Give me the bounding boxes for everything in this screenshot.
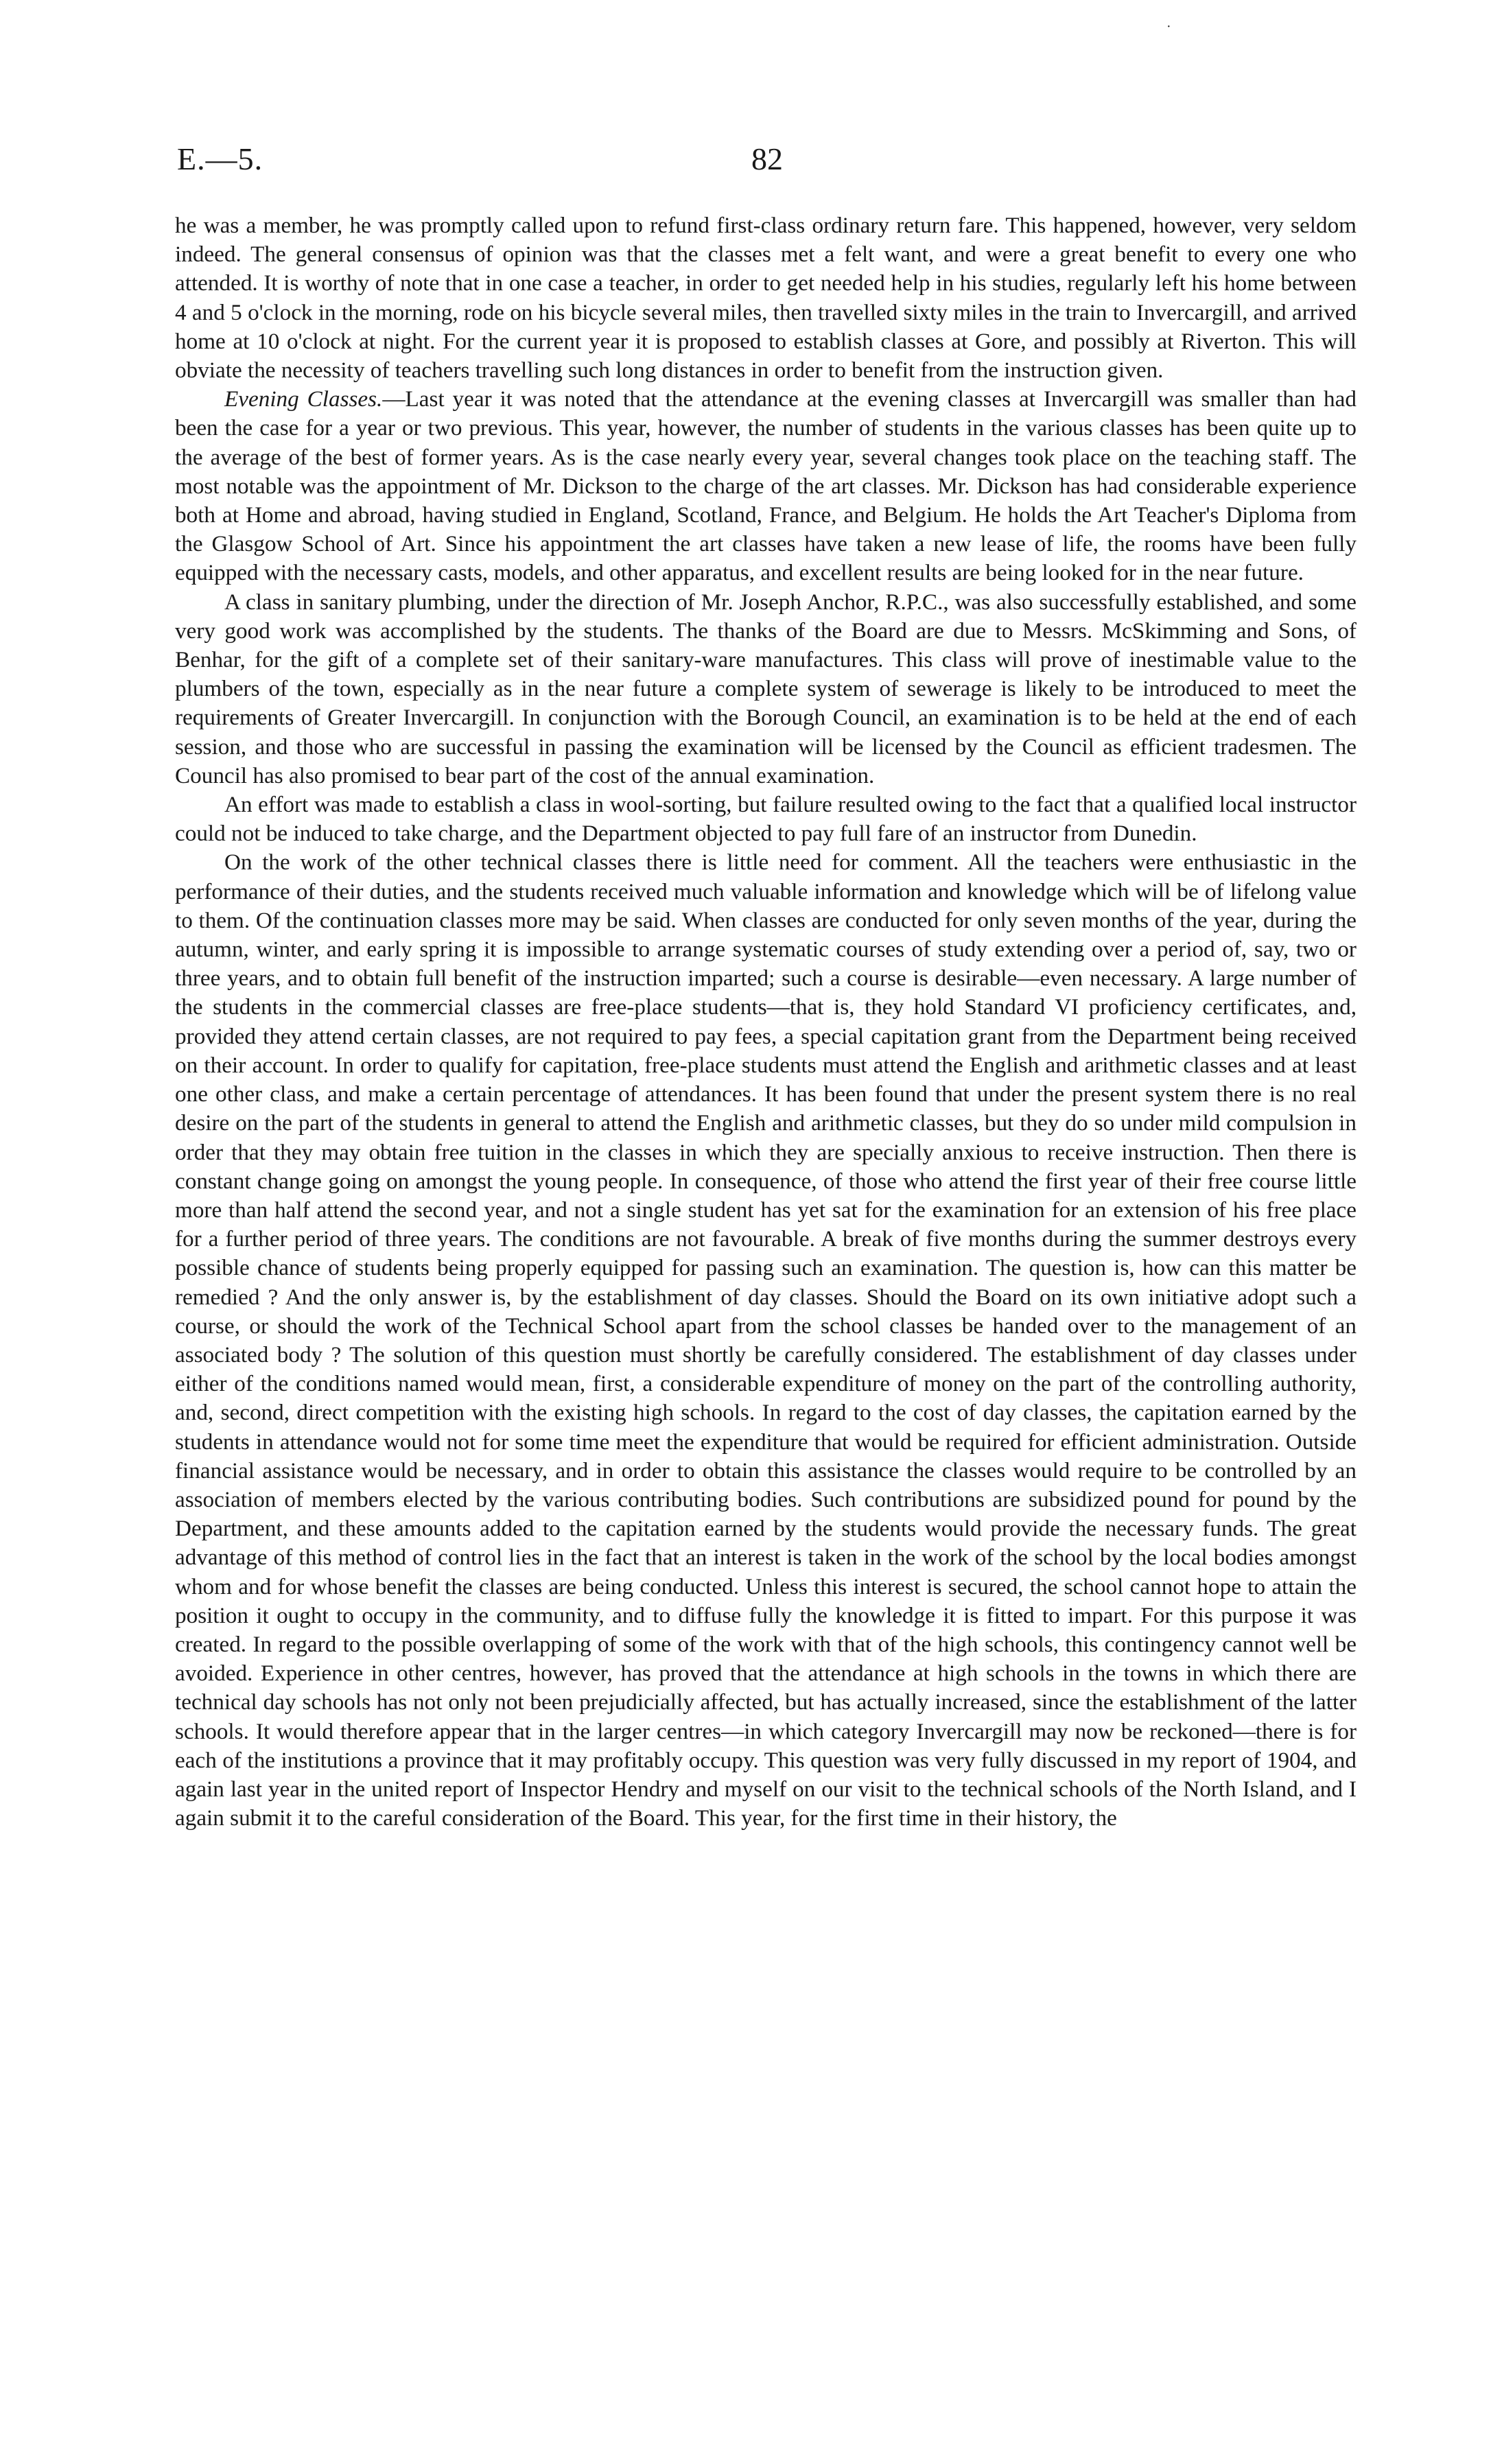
- paragraph-wool-sorting: An effort was made to establish a class in wool-sorting, but failure resulted owing to the fact that a qualified local instructor could not be induced to take charge, and the Department objected to pay full fare of an instructor from Dunedin.: [175, 792, 1357, 847]
- paragraph-sanitary-plumbing: A class in sanitary plumbing, under the direction of Mr. Joseph Anchor, R.P.C., was also successfully established, and some very good work was accomplished by the students. The thanks of the Board are due to Messrs. McSkimming and Sons, of Benhar, for the gift of a complete set of their sanitary-ware manufactures. This class will prove of inestimable value to the plumbers of the town, especially as in the near future a complete system of sewerage is likely to be introduced to meet the requirements of Greater Invercargill. In conjunction with the Borough Council, an examination is to be held at the end of each session, and those who are successful in passing the examination will be licensed by the Council as efficient tradesmen. The Council has also promised to bear part of the cost of the annual examination.: [175, 589, 1357, 788]
- paragraph-continuation: he was a member, he was promptly called upon to refund first-class ordinary return fare. This happened, however, very seldom indeed. The general consensus of opinion was that the classes met a felt want, and were a great benefit to every one who attended. It is worthy of note that in one case a teacher, in order to get needed help in his studies, regularly left his home between 4 and 5 o'clock in the morning, rode on his bicycle several miles, then travelled sixty miles in the train to Invercargill, and arrived home at 10 o'clock at night. For the current year it is proposed to establish classes at Gore, and possibly at Riverton. This will obviate the necessity of teachers travelling such long distances in order to benefit from the instruction given.: [175, 213, 1357, 384]
- paragraph-evening-classes: Evening Classes.—Last year it was noted that the attendance at the evening classes at Invercargill was smaller than had been the case for a year or two previous. This year, however, the number of students in the various classes has been quite up to the average of the best of former years. As is the case nearly every year, several changes took place on the teaching staff. The most notable was the appointment of Mr. Dickson to the charge of the art classes. Mr. Dickson has had considerable experience both at Home and abroad, having studied in England, Scotland, France, and Belgium. He holds the Art Teacher's Diploma from the Glasgow School of Art. Since his appointment the art classes have taken a new lease of life, the rooms have been fully equipped with the necessary casts, models, and other apparatus, and excellent results are being looked for in the near future.: [175, 386, 1357, 586]
- report-body: [175, 211, 1357, 1833]
- stray-mark: ·: [1166, 19, 1171, 34]
- page-header: [177, 141, 1357, 182]
- page-number: 82: [751, 141, 783, 176]
- paragraph-technical-classes: On the work of the other technical classes there is little need for comment. All the teachers were enthusiastic in the performance of their duties, and the students received much valuable information and knowledge which will be of lifelong value to them. Of the continuation classes more may be said. When classes are conducted for only seven months of the year, during the autumn, winter, and early spring it is impossible to arrange systematic courses of study extending over a period of, say, two or three years, and to obtain full benefit of the instruction imparted; such a course is desirable—even necessary. A large number of the students in the commercial classes are free-place students—that is, they hold Standard VI proficiency certificates, and, provided they attend certain classes, are not required to pay fees, a special capitation grant from the Department being received on their account. In order to qualify for capitation, free-place students must attend the English and arithmetic classes and at least one other class, and make a certain percentage of attendances. It has been found that under the present system there is no real desire on the part of the students in general to attend the English and arithmetic classes, but they do so under mild compulsion in order that they may obtain free tuition in the classes in which they are specially anxious to receive instruction. Then there is constant change going on amongst the young people. In consequence, of those who attend the first year of their free course little more than half attend the second year, and not a single student has yet sat for the examination for an extension of his free place for a further period of three years. The conditions are not favourable. A break of five months during the summer destroys every possible chance of students being properly equipped for passing such an examination. The question is, how can this matter be remedied ? And the only answer is, by the establishment of day classes. Should the Board on its own initiative adopt such a course, or should the work of the Technical School apart from the school classes be handed over to the management of an associated body ? The solution of this question must shortly be carefully considered. The establishment of day classes under either of the conditions named would mean, first, a considerable expenditure of money on the part of the controlling authority, and, second, direct competition with the existing high schools. In regard to the cost of day classes, the capitation earned by the students in attendance would not for some time meet the expenditure that would be required for efficient administration. Outside financial assistance would be necessary, and in order to obtain this assistance the classes would require to be controlled by an association of members elected by the various contributing bodies. Such contributions are subsidized pound for pound by the Department, and these amounts added to the capitation earned by the students would provide the necessary funds. The great advantage of this method of control lies in the fact that an interest is taken in the work of the school by the local bodies amongst whom and for whose benefit the classes are being conducted. Unless this interest is secured, the school cannot hope to attain the position it ought to occupy in the community, and to diffuse fully the knowledge it is fitted to impart. For this purpose it was created. In regard to the possible overlapping of some of the work with that of the high schools, this contingency cannot well be avoided. Experience in other centres, however, has proved that the attendance at high schools in the towns in which there are technical day schools has not only not been prejudicially affected, but has actually increased, since the establishment of the latter schools. It would therefore appear that in the larger centres—in which category Invercargill may now be reckoned—there is for each of the institutions a province that it may profitably occupy. This question was very fully discussed in my report of 1904, and again last year in the united report of Inspector Hendry and myself on our visit to the technical schools of the North Island, and I again submit it to the careful consideration of the Board. This year, for the first time in their history, the: [175, 849, 1357, 1831]
- report-reference: E.—5.: [177, 141, 263, 176]
- section-heading-evening-classes: Evening Classes.: [224, 386, 383, 412]
